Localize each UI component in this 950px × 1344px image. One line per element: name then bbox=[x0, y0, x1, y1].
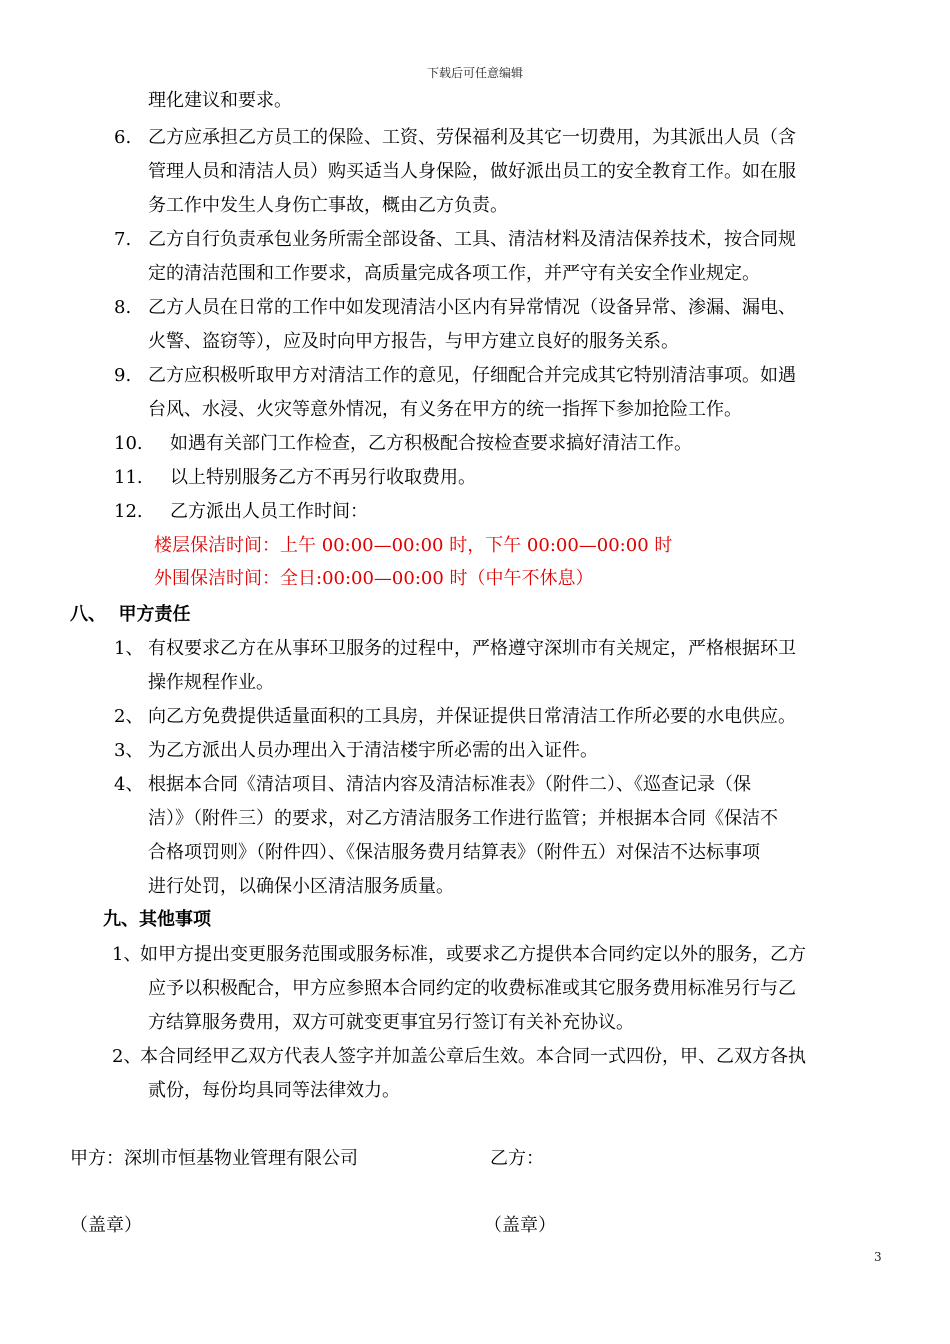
outer-cleaning-schedule: 外围保洁时间：全日:00:00—00:00 时（中午不休息） bbox=[154, 568, 594, 589]
item-line: 操作规程作业。 bbox=[148, 672, 274, 693]
item-line: 乙方人员在日常的工作中如发现清洁小区内有异常情况（设备异常、渗漏、漏电、 bbox=[148, 297, 796, 318]
item-line: 定的清洁范围和工作要求，高质量完成各项工作，并严守有关安全作业规定。 bbox=[148, 263, 760, 284]
page-number: 3 bbox=[874, 1250, 882, 1264]
item-line: 洁）》（附件三）的要求，对乙方清洁服务工作进行监管；并根据本合同《保洁不 bbox=[148, 808, 778, 829]
item-line: 向乙方免费提供适量面积的工具房，并保证提供日常清洁工作所必要的水电供应。 bbox=[148, 706, 796, 727]
item-number: 9. bbox=[114, 365, 132, 386]
item-line: 有权要求乙方在从事环卫服务的过程中，严格遵守深圳市有关规定，严格根据环卫 bbox=[148, 638, 796, 659]
item-number: 7. bbox=[114, 229, 132, 250]
item-line: 应予以积极配合，甲方应参照本合同约定的收费标准或其它服务费用标准另行与乙 bbox=[148, 978, 796, 999]
item-number: 11. bbox=[114, 467, 143, 488]
item-line: 务工作中发生人身伤亡事故，概由乙方负责。 bbox=[148, 195, 508, 216]
section-9-title: 九、其他事项 bbox=[103, 909, 211, 930]
item-line: 以上特别服务乙方不再另行收取费用。 bbox=[170, 467, 476, 488]
item-line: 火警、盗窃等），应及时向甲方报告，与甲方建立良好的服务关系。 bbox=[148, 331, 679, 352]
item-number: 4、 bbox=[114, 774, 144, 795]
item-line: 乙方应积极听取甲方对清洁工作的意见，仔细配合并完成其它特别清洁事项。如遇 bbox=[148, 365, 796, 386]
section-8-title: 八、 甲方责任 bbox=[70, 604, 191, 625]
party-b-label: 乙方： bbox=[490, 1148, 544, 1169]
item-line: 乙方自行负责承包业务所需全部设备、工具、清洁材料及清洁保养技术，按合同规 bbox=[148, 229, 796, 250]
item-line: 如甲方提出变更服务范围或服务标准，或要求乙方提供本合同约定以外的服务，乙方 bbox=[140, 944, 806, 965]
item-number: 1、 bbox=[112, 944, 142, 965]
item-line: 根据本合同《清洁项目、清洁内容及清洁标准表》（附件二）、《巡查记录（保 bbox=[148, 774, 751, 795]
item-line: 乙方派出人员工作时间： bbox=[170, 501, 368, 522]
item-line: 本合同经甲乙双方代表人签字并加盖公章后生效。本合同一式四份，甲、乙双方各执 bbox=[140, 1046, 806, 1067]
item-line: 方结算服务费用，双方可就变更事宜另行签订有关补充协议。 bbox=[148, 1012, 634, 1033]
item-number: 12. bbox=[114, 501, 143, 522]
item-line: 管理人员和清洁人员）购买适当人身保险，做好派出员工的安全教育工作。如在服 bbox=[148, 161, 796, 182]
item-line: 合格项罚则》（附件四）、《保洁服务费月结算表》（附件五）对保洁不达标事项 bbox=[148, 842, 760, 863]
party-b-seal: （盖章） bbox=[484, 1215, 556, 1236]
continuation-line: 理化建议和要求。 bbox=[148, 90, 292, 111]
party-a-seal: （盖章） bbox=[70, 1215, 142, 1236]
floor-cleaning-schedule: 楼层保洁时间：上午 00:00—00:00 时，下午 00:00—00:00 时 bbox=[154, 535, 673, 556]
item-number: 2、 bbox=[112, 1046, 142, 1067]
item-number: 3、 bbox=[114, 740, 144, 761]
page-header: 下载后可任意编辑 bbox=[426, 66, 523, 80]
party-a-label: 甲方：深圳市恒基物业管理有限公司 bbox=[70, 1148, 358, 1169]
item-line: 为乙方派出人员办理出入于清洁楼宇所必需的出入证件。 bbox=[148, 740, 598, 761]
item-line: 贰份，每份均具同等法律效力。 bbox=[148, 1080, 400, 1101]
item-number: 1、 bbox=[114, 638, 144, 659]
item-number: 6. bbox=[114, 127, 132, 148]
item-line: 乙方应承担乙方员工的保险、工资、劳保福利及其它一切费用，为其派出人员（含 bbox=[148, 127, 796, 148]
item-number: 10. bbox=[114, 433, 143, 454]
item-number: 2、 bbox=[114, 706, 144, 727]
item-line: 进行处罚，以确保小区清洁服务质量。 bbox=[148, 876, 454, 897]
item-number: 8. bbox=[114, 297, 132, 318]
item-line: 如遇有关部门工作检查，乙方积极配合按检查要求搞好清洁工作。 bbox=[170, 433, 692, 454]
item-line: 台风、水浸、火灾等意外情况，有义务在甲方的统一指挥下参加抢险工作。 bbox=[148, 399, 742, 420]
